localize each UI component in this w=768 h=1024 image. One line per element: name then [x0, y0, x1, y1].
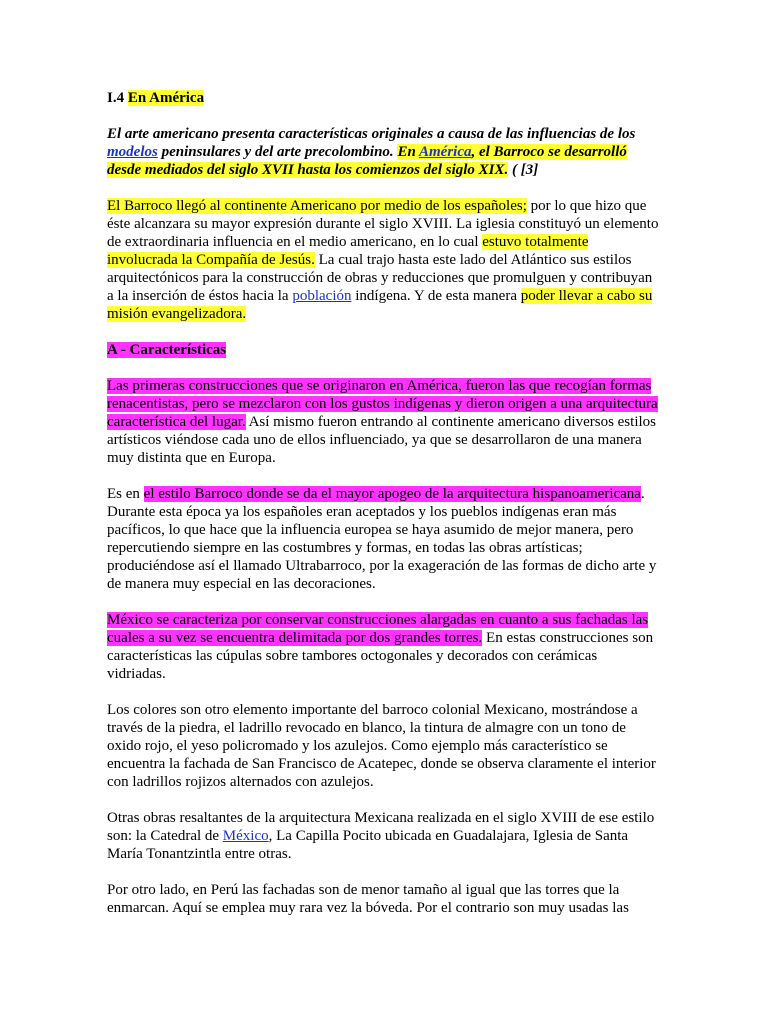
intro-line: modelos peninsulares y del arte precolombino. En América, el Barroco se desarrolló — [107, 144, 627, 160]
section-title: En América — [127, 90, 205, 106]
paragraph: México se caracteriza por conservar construcciones alargadas en cuanto a sus fachadas las cuales a su vez se encuentra delimitada por dos grandes torres. En estas construcciones son características las cúpulas sobre tambores octogonales y decorados con cerámicas vidriadas. — [107, 612, 654, 682]
citation-ref: ( [3] — [508, 162, 539, 178]
intro-line — [107, 161, 668, 179]
highlight-yellow: involucrada la Compañía de Jesús. — [107, 252, 315, 268]
highlight-yellow: En América, el Barroco se desarrolló — [397, 144, 627, 160]
paragraph: Es en el estilo Barroco donde se da el mayor apogeo de la arquitectura hispanoamericana. Durante esta época ya los españoles eran aceptados y los pueblos indígenas eran más pacíficos, lo que hace que la influencia europea se haya asumido de mejor manera, pero repercutiendo siempre en las costumbres y formas, en todas las obras artísticas; produciéndose así el llamado Ultrabarroco, por la exageración de las formas de dicho arte y de manera muy especial en las decoraciones. — [107, 486, 657, 592]
highlight-magenta: cuales a su vez se encuentra delimitada por dos grandes torres. — [107, 630, 483, 646]
highlight-magenta: renacentistas, pero se mezclaron con los gustos indígenas y dieron origen a una arquitectura — [107, 396, 658, 412]
link-poblacion[interactable]: población — [292, 288, 352, 304]
highlight-magenta: el estilo Barroco donde se da el mayor apogeo de la arquitectura hispanoamericana — [143, 486, 641, 502]
highlight-yellow: estuvo totalmente — [482, 234, 589, 250]
highlight-magenta: México se caracteriza por conservar construcciones alargadas en cuanto a sus fachadas las — [107, 612, 649, 628]
intro-line: El arte americano presenta características originales a causa de las influencias de los — [107, 126, 636, 142]
subheading — [107, 341, 668, 359]
highlight-yellow: misión evangelizadora. — [107, 306, 247, 322]
paragraph: Los colores son otro elemento importante del barroco colonial Mexicano, mostrándose a través de la piedra, el ladrillo revocado en blanco, la tintura de almagre con un tono de oxido rojo, el yeso policromado y los azulejos. Como ejemplo más característico se encuentra la fachada de San Francisco de Acatepec, donde se observa claramente el interior con ladrillos rojizos alternados con azulejos. — [107, 702, 656, 790]
paragraph: Otras obras resaltantes de la arquitectura Mexicana realizada en el siglo XVIII de ese estilo son: la Catedral de México, La Capilla Pocito ubicada en Guadalajara, Iglesia de Santa María Tonantzintla entre otras. — [107, 810, 655, 862]
highlight-yellow: poder llevar a cabo su — [520, 288, 653, 304]
highlight-magenta: característica del lugar. — [107, 414, 246, 430]
subheading-text: A - Características — [107, 342, 227, 358]
intro-paragraph — [107, 125, 668, 179]
paragraph: El Barroco llegó al continente Americano por medio de los españoles; por lo que hizo que éste alcanzara su mayor expresión durante el siglo XVIII. La iglesia constituyó un elemento de extraordinaria influencia en el medio americano, en lo cual estuvo totalmente involucrada la Compañía de Jesús. La cual trajo hasta este lado del Atlántico sus estilos arquitectónicos para la construcción de obras y reducciones que promulguen y contribuyan a la inserción de éstos hacia la población indígena. Y de esta manera poder llevar a cabo su misión evangelizadora. — [107, 198, 659, 322]
link-mexico[interactable]: México — [222, 828, 269, 844]
highlight-magenta: Las primeras construcciones que se originaron en América, fueron las que recogían formas — [107, 378, 652, 394]
highlight-yellow: El Barroco llegó al continente Americano por medio de los españoles; — [107, 198, 527, 214]
section-heading — [107, 89, 668, 107]
link-america[interactable]: América — [418, 144, 472, 160]
paragraph: Las primeras construcciones que se originaron en América, fueron las que recogían formas renacentistas, pero se mezclaron con los gustos indígenas y dieron origen a una arquitectura característica del lugar. Así mismo fueron entrando al continente americano diversos estilos artísticos viéndose cada uno de ellos influenciado, ya que se desarrollaron de una manera muy distinta que en Europa. — [107, 378, 658, 466]
section-number: I.4 — [107, 90, 128, 106]
paragraph: Por otro lado, en Perú las fachadas son de menor tamaño al igual que las torres que la enmarcan. Aquí se emplea muy rara vez la bóveda. Por el contrario son muy usadas las — [107, 882, 629, 916]
highlight-yellow: desde mediados del siglo XVII hasta los comienzos del siglo XIX. — [107, 162, 509, 178]
link-modelos[interactable]: modelos — [107, 144, 158, 160]
